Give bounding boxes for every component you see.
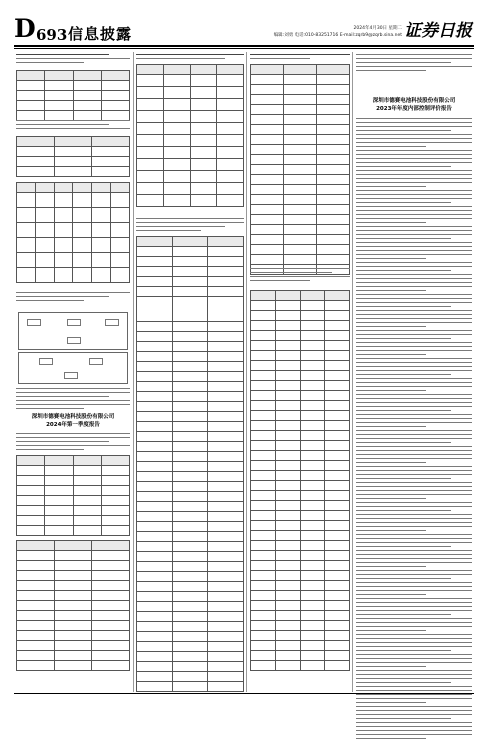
- column-3-text: [250, 268, 350, 284]
- quarterly-data-table-2: [16, 540, 130, 671]
- quarterly-report-body: [16, 433, 130, 453]
- masthead: [14, 14, 474, 44]
- column-2-table-1: [136, 64, 244, 207]
- quarterly-data-table: [16, 455, 130, 536]
- column-3-header-text: [250, 54, 350, 62]
- column-1-notes: [16, 292, 130, 304]
- footer-rule: [14, 693, 474, 694]
- internal-control-title-line1: 深圳市德赛电池科技股份有限公司: [372, 98, 456, 104]
- masthead-rule-thin: [14, 48, 474, 49]
- ownership-structure-diagram: [18, 312, 128, 350]
- column-2-header-text: [136, 54, 244, 62]
- internal-control-title-line2: 2023年年度内部控制评价报告: [376, 106, 452, 112]
- column-3-table-1: [250, 64, 350, 275]
- large-data-table: [16, 182, 130, 283]
- section-title: 信息披露: [68, 25, 133, 43]
- column-1-header-text: [16, 54, 130, 66]
- column-divider: [246, 52, 247, 692]
- column-2-table-2: [136, 236, 244, 692]
- financial-table: [16, 70, 130, 121]
- column-1-text: [16, 120, 130, 132]
- masthead-rule: [14, 45, 474, 47]
- column-divider: [352, 52, 353, 692]
- section-letter: D: [14, 14, 36, 43]
- page-number: 693: [36, 26, 68, 44]
- column-divider: [133, 52, 134, 692]
- newspaper-logo: 证券日报: [404, 21, 472, 41]
- editor-contact: 编辑:刘勇 电话:010-83251716 E-mail:zqrb9@zqrb.sina.net: [273, 33, 402, 38]
- shareholder-table: [16, 136, 130, 177]
- internal-control-body: [356, 118, 472, 742]
- ownership-structure-diagram-2: [18, 352, 128, 384]
- column-3-table-2: [250, 290, 350, 671]
- quarterly-report-title-line1: 深圳市德赛电池科技股份有限公司: [31, 414, 115, 420]
- quarterly-report-title-line2: 2024年第一季度报告: [46, 422, 100, 428]
- publication-date: 2024年4月30日 星期二: [353, 26, 402, 31]
- column-4-header-text: [356, 54, 472, 74]
- column-2-text: [136, 218, 244, 234]
- column-1-body-text: [16, 388, 130, 412]
